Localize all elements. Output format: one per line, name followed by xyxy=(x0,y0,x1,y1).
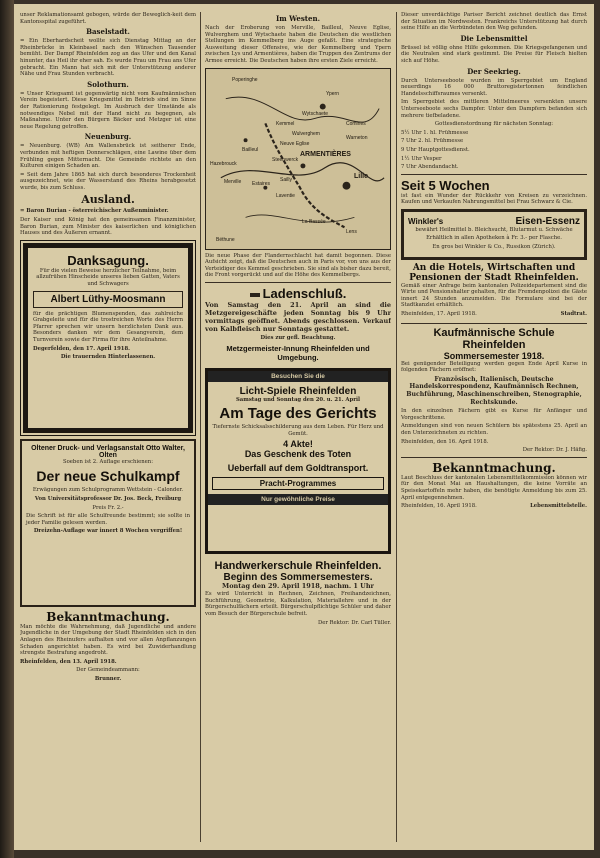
lichtspiele-top: Besuchen Sie die xyxy=(208,371,388,382)
heading-ausland: Ausland. xyxy=(81,193,135,207)
winkler-sub: bewährt Heilmittel b. Bleichsucht, Blutarmut u. Schwäche xyxy=(415,226,573,233)
map-caption: Die neue Phase der Flandernschlacht hat damit begonnen. Diese Aufsicht zeigt, daß die Deutschen auch in Paris vor, von uns aus der Verteidiger des Kemmel geschrieben. Sie sind als bisher dazu bereit, die Front vorgerückt und auf die Höhe des Kemmelbergs. xyxy=(205,252,391,279)
map-label-bethune: Béthune xyxy=(216,236,235,243)
kaufm-sub: Sommersemester 1918. xyxy=(443,350,545,361)
map-label-merville: Merville xyxy=(224,178,242,185)
kaufm-body: In den einzelnen Fächern gibt es Kurse für Anfänger und Vorgeschrittene. xyxy=(401,408,587,421)
map-label-bailleul: Bailleul xyxy=(242,146,259,153)
danksagung-place: Degerfelden, den 17. April 1918. xyxy=(33,345,130,352)
map-label-kemmel: Kemmel xyxy=(276,120,295,127)
winkler-header xyxy=(408,216,580,227)
ausland-text: Der Kaiser und König hat den gemeinsamen Finanzminister, Baron Burian, zum Minister des kaiserlichen und königlichen Hauses und des Äußeren ernannt. xyxy=(20,217,196,237)
seit5-title: Seit 5 Wochen xyxy=(401,177,490,193)
handwerk-body: Es wird Unterricht in Rechnen, Zeichnen, Freihandzeichnen, Buchführung, Geometrie, Kalkulation, Materiallehre und in der Bürgerschulfächern erteilt. Bürgerschulpflichtige Schüler und daher vom Besuch der Bürgerschule befreit. xyxy=(205,591,391,617)
map-label-poperinghe: Poperinghe xyxy=(232,76,258,83)
bekanntmachung-2-sign: Lebensmittelstelle. xyxy=(530,503,587,510)
lichtspiele-name: Licht-Spiele Rheinfelden xyxy=(239,385,357,397)
danksagung-title: Danksagung. xyxy=(67,252,149,268)
bekanntmachung-2-ad xyxy=(401,461,587,512)
handwerk-date: Montag den 29. April 1918, nachm. 1 Uhr xyxy=(222,581,374,590)
newspaper-page xyxy=(14,4,594,850)
schulkampf-order: Dreizehn-Auflage war innert 8 Wochen vergriffen! xyxy=(33,528,183,535)
seit5-text: ist fast ein Wunder der Rückkehr von Kreisen zu verzeichnen. Kaufen und Verkaufen Nahrungsmittel bei Frau Schwarz & Cie. xyxy=(401,192,587,206)
danksagung-body: für die prächtigen Blumenspenden, das zahlreiche Grabgeleite und für die trostreichen Worte des Herrn Pfarrer sprechen wir unsern herzlichsten Dank aus. Besonders danken wir dem Gesangverein, dem Turnverein sowie der Firma für ihre Anteilnahme. xyxy=(33,310,183,343)
danksagung-intro: Für die vielen Beweise herzlicher Teilnahme, beim allzufrühen Hinscheide unseres lieben Gatten, Vaters und Schwagers xyxy=(36,267,180,288)
map-label-wytschaete: Wytschaete xyxy=(302,110,329,117)
divider xyxy=(401,174,587,175)
basel-text: = Ein Eberhardscheit wollte sich Dienstag Mittag an der Rheinbrücke in Kleinbasel nach den Wünschen Tausender bemüht. Der Dampf Rheinfelden zog an das Ufer und den Kanal hinunter, das Heil ihr eher sah. Es wurde Frau um Frau ans Ufer gebracht. Ein Mann hat sich mit der Unterstützung anderer Nähe und Frau Stunden verbracht. xyxy=(20,38,196,78)
winkler-where: Erhältlich in allen Apotheken à Fr. 3.- per Flasche. xyxy=(426,235,562,242)
kaufm-anmeld: Anmeldungen sind von neuen Schülern bis spätestens 25. April an den Unterzeichneten zu richten. xyxy=(401,423,587,436)
ladenschluss-title xyxy=(205,286,391,301)
gottesdienst-line-5: 7 Uhr Abendandacht. xyxy=(401,164,459,171)
column-2 xyxy=(205,12,391,844)
handwerk-sign: Der Rektor: Dr. Carl Tüller. xyxy=(317,619,391,626)
hotels-sign-2: Stadtrat. xyxy=(560,311,587,318)
handwerk-sub: Beginn des Sommersemesters. xyxy=(223,571,373,583)
winkler-name: Winkler's xyxy=(408,216,444,226)
schulkampf-intro: Soeben ist 2. Auflage erschienen: xyxy=(62,458,153,465)
lichtspiele-foot: Nur gewöhnliche Preise xyxy=(208,494,388,505)
column-3 xyxy=(401,12,587,844)
bekanntmachung-2-title: Bekanntmachung. xyxy=(432,460,556,475)
pointing-hand-icon xyxy=(250,293,260,297)
schulkampf-quote: Die Schrift ist für alle Schulfreunde bestimmt; sie sollte in jeder Familie gelesen werden. xyxy=(26,513,190,526)
schulkampf-title: Der neue Schulkampf xyxy=(36,468,180,485)
winkler-ad xyxy=(401,209,587,260)
neuenburg-text-2: = Seit dem Jahre 1865 hat sich durch besonderes Trockenheit ausgezeichnet, wie der Wasserstand des Rheins herabgesetzt wurde, bis zum Schluss. xyxy=(20,171,196,191)
seekrieg-text: Durch Unterseeboote wurden im Sperrgebiet um England neuerdings 16 000 Bruttoregistertonnen feindlichen Handelsschiffsraumes versenkt. xyxy=(401,77,587,97)
schulkampf-author: Von Universitätsprofessor Dr. Jos. Beck, Freiburg xyxy=(34,496,182,503)
lichtspiele-acts: 4 Akte! xyxy=(283,439,313,450)
danksagung-name: Albert Lüthy-Moosmann xyxy=(33,291,183,308)
lebensmittel-text: Brüssel ist völlig ohne Hilfe gekommen. Die Kriegsgefangenen und die Neutralen sind stark gestimmt. Die Preise für Fleisch hielten sich auf Höhe. xyxy=(401,44,587,64)
column-rule-left xyxy=(200,12,201,842)
ladenschluss-title-text: Ladenschluß. xyxy=(262,285,347,301)
bekanntmachung-2-footer xyxy=(401,503,587,512)
seekrieg-text-2: Im Sperrgebiet des mittleren Mittelmeeres versenkten unsere Unterseeboote sechs Dampfer. Unter den Dampfern befanden sich mehrere tiefbeladene. xyxy=(401,99,587,119)
kaufm-title: Kaufmännische Schule Rheinfelden xyxy=(433,326,555,351)
kaufmaennische-schule-ad xyxy=(401,327,587,454)
heading-im-westen: Im Westen. xyxy=(275,14,321,23)
column-rule-right xyxy=(396,12,397,842)
schulkampf-publisher: Oltener Druck- und Verlagsanstalt Otto Walter, Olten xyxy=(31,444,185,459)
map-label-ypern: Ypern xyxy=(326,90,339,97)
westen-text: Nach der Eroberung von Merville, Bailleul, Neuve Eglise, Wulverghem und Wytschaete haben die Deutschen die westlichen Stellungen im Kemmelberg ins Auge gefaßt. Eine strategische Ausweitung dieser Offensive, wie der Kemmelberg und Ypern zwischen Lys und Armentières, haben die Truppen des Zentrums der Armee erreicht. Die Deutschen haben ihre ersten Ziele erreicht. xyxy=(205,25,391,64)
map-label-warneton: Warneton xyxy=(346,134,368,141)
ladenschluss-note: Dies zur gefl. Beachtung. xyxy=(260,334,336,341)
map-label-lille: Lille xyxy=(354,172,369,180)
kaufm-place: Rheinfelden, den 16. April 1918. xyxy=(401,438,489,445)
divider xyxy=(205,282,391,283)
gottesdienst-line-4: 1½ Uhr Vesper xyxy=(401,155,442,162)
bekanntmachung-body: Man möchte die Wahrnehmung, daß Jugendliche und andere Jugendliche in der Umgebung der Stadt Rheinfelden sich in den Anlagen des Rheinufers aufhalten und vor allen Anpflanzungen Schaden angerichtet haben. Es wird bei Zuwiderhandlung strengste Bestrafung angedroht. xyxy=(20,623,196,657)
lichtspiele-when: Samstag und Sonntag den 20. u. 21. April xyxy=(235,396,361,403)
map-label-la-bassee: La Bassée xyxy=(302,218,326,225)
bekanntmachung-2-place: Rheinfelden, 16. April 1918. xyxy=(401,503,477,510)
schulkampf-sub: Erwägungen zum Schulprogramm Wettstein - Calonder. xyxy=(32,487,184,494)
kaufm-subjects: Französisch, Italienisch, Deutsche Handelskorrespondenz, Kaufmännisch Rechnen, Buchführung, Maschinenschreiben, Stenographie, Rechtskunde. xyxy=(406,375,582,406)
divider xyxy=(401,323,587,324)
heading-seekrieg: Der Seekrieg. xyxy=(467,66,521,76)
kaufm-sign: Der Rektor: Dr. J. Häfig. xyxy=(522,447,587,454)
ladenschluss-sign: Metzgermeister-Innung Rheinfelden und Umgebung. xyxy=(226,343,370,362)
map-label-sailly: Sailly xyxy=(280,176,292,183)
map-label-laventie: Laventie xyxy=(276,192,295,199)
danksagung-sign: Die trauernden Hinterlassenen. xyxy=(60,354,156,361)
lichtspiele-sub: Tiefernste Schicksalsschilderung aus dem Leben. Für Herz und Gemüt. xyxy=(212,424,384,437)
map-label-lens: Lens xyxy=(346,228,357,235)
kaufm-intro: Bei genügender Beteiligung werden gegen Ende April Kurse in folgenden Fächern eröffnet: xyxy=(401,360,587,374)
bekanntmachung-title: Bekanntmachung. xyxy=(46,609,170,624)
column-1-top-text: unser Reklamationsamt gebogen, würde der Beweglich-keit dem Kantonsspital zugeführt. xyxy=(20,12,196,25)
bekanntmachung-ad xyxy=(20,610,196,683)
solothurn-text: = Unser Kriegsamt ist gegenwärtig nicht vom Kaufmännischen Verein begeistert. Diese Kriegsmittel im Betrieb sind im Sinne der Rationierung festgelegt. Im Ausbruch der Umstände als notwendiges Nebel mit der Hand nicht zu begegnen, als Maßnahme. Unter den Bürgern Bäcker und Metzger ist eine neue Regelung getroffen. xyxy=(20,90,196,130)
ladenschluss-ad xyxy=(205,286,391,362)
column-1 xyxy=(20,12,196,844)
bekanntmachung-place: Rheinfelden, den 13. April 1918. xyxy=(20,658,117,665)
gottesdienst-line-3: 9 Uhr Hauptgottesdienst. xyxy=(401,146,470,153)
ladenschluss-body: Von Samstag den 21. April an sind die Metzgereigeschäfte jeden Sonntag bis 9 Uhr vormittags geöffnet. Abends geschlossen. Verkauf von Kalbfleisch nur Sonntags gestattet. xyxy=(205,300,391,333)
bekanntmachung-name: Brunner. xyxy=(94,676,122,682)
map-label-wulverghem: Wulverghem xyxy=(292,130,320,137)
hotels-title: An die Hotels, Wirtschaften und Pensionen der Stadt Rheinfelden. xyxy=(409,262,579,283)
handwerk-title: Handwerkerschule Rheinfelden. xyxy=(214,559,382,572)
flanders-map xyxy=(205,68,391,250)
gottesdienst-line-1: 5½ Uhr 1. hl. Frühmesse xyxy=(401,129,469,136)
hotels-ad xyxy=(401,263,587,320)
map-label-comines: Comines xyxy=(346,120,366,127)
lichtspiele-ad xyxy=(205,368,391,554)
heading-solothurn: Solothurn. xyxy=(87,79,129,89)
lichtspiele-title: Am Tage des Gerichts xyxy=(219,405,377,423)
divider xyxy=(401,457,587,458)
bekanntmachung-2-body: Laut Beschluss der kantonalen Lebensmittelkommission können wir für den Monat Mai an Haushaltungen, die keine Vorräte an Speisekartoffeln mehr haben, die benötigte Anmeldung bis zum 25. April entgegennehmen. xyxy=(401,474,587,501)
lichtspiele-prog: Pracht-Programmes xyxy=(212,477,384,490)
heading-baselstadt: Baselstadt. xyxy=(86,27,130,37)
hotels-sign: Rheinfelden, 17. April 1918. xyxy=(401,311,477,318)
gottesdienst-line-2: 7 Uhr 2. hl. Frühmesse xyxy=(401,138,464,145)
map-label-neuve-eglise: Neuve Eglise xyxy=(280,140,310,147)
map-label-armentieres: ARMENTIÈRES xyxy=(300,150,351,158)
winkler-product: Eisen-Essenz xyxy=(515,215,580,227)
schulkampf-meta: Preis Fr. 2.- xyxy=(92,504,124,511)
schulkampf-ad xyxy=(20,439,196,607)
heading-lebensmittel: Die Lebensmittel xyxy=(460,33,528,43)
map-label-hazebrouck: Hazebrouck xyxy=(210,160,237,167)
hotels-footer xyxy=(401,311,587,320)
neuenburg-text: = Neuenburg. (WB) Am Wallensbrück ist seitherer Ende, verbunden mit heftigen Donnerschlägen, eine Lawine über dem Frühling gegen Mitternacht. Die Gemeinde richtete an den Kulturen einigen Schaden an. xyxy=(20,143,196,170)
winkler-gross: En gros bei Winkler & Co., Russikon (Zürich). xyxy=(432,244,556,251)
gottesdienst-heading: Gottesdienstordnung für nächsten Sonntag: xyxy=(434,121,554,128)
map-label-steenwerck: Steenwerck xyxy=(272,156,299,163)
bekanntmachung-sign: Der Gemeindeammann: xyxy=(76,667,140,674)
book-binding xyxy=(0,0,14,858)
heading-neuenburg: Neuenburg. xyxy=(84,132,132,142)
column-3-top-text: Dieser unverdächtige Pariser Bericht zeichnet deutlich das Ernst der Situation im Nordwesten. Frankreichs Unterstützung hat durch seine Hilfe an die Verbündeten den Weg gefunden. xyxy=(401,12,587,32)
map-label-estaires: Estaires xyxy=(252,180,271,187)
danksagung-ad xyxy=(23,243,193,433)
hotels-body: Gemäß einer Anfrage beim kantonalen Polizeidepartement sind die Wirte und Pensionshalter gehalten, für die Fremdenpolizei die Gäste innert 24 Stunden anzumelden. Die Formulare sind bei der Stadtkanzlei erhältlich. xyxy=(401,282,587,309)
ausland-subheading: = Baron Burian - österreichischer Außenminister. xyxy=(20,208,169,215)
lichtspiele-second: Das Geschenk des Toten xyxy=(244,449,352,460)
handwerkerschule-ad xyxy=(205,560,391,627)
lichtspiele-third: Ueberfall auf dem Goldtransport. xyxy=(227,463,369,474)
